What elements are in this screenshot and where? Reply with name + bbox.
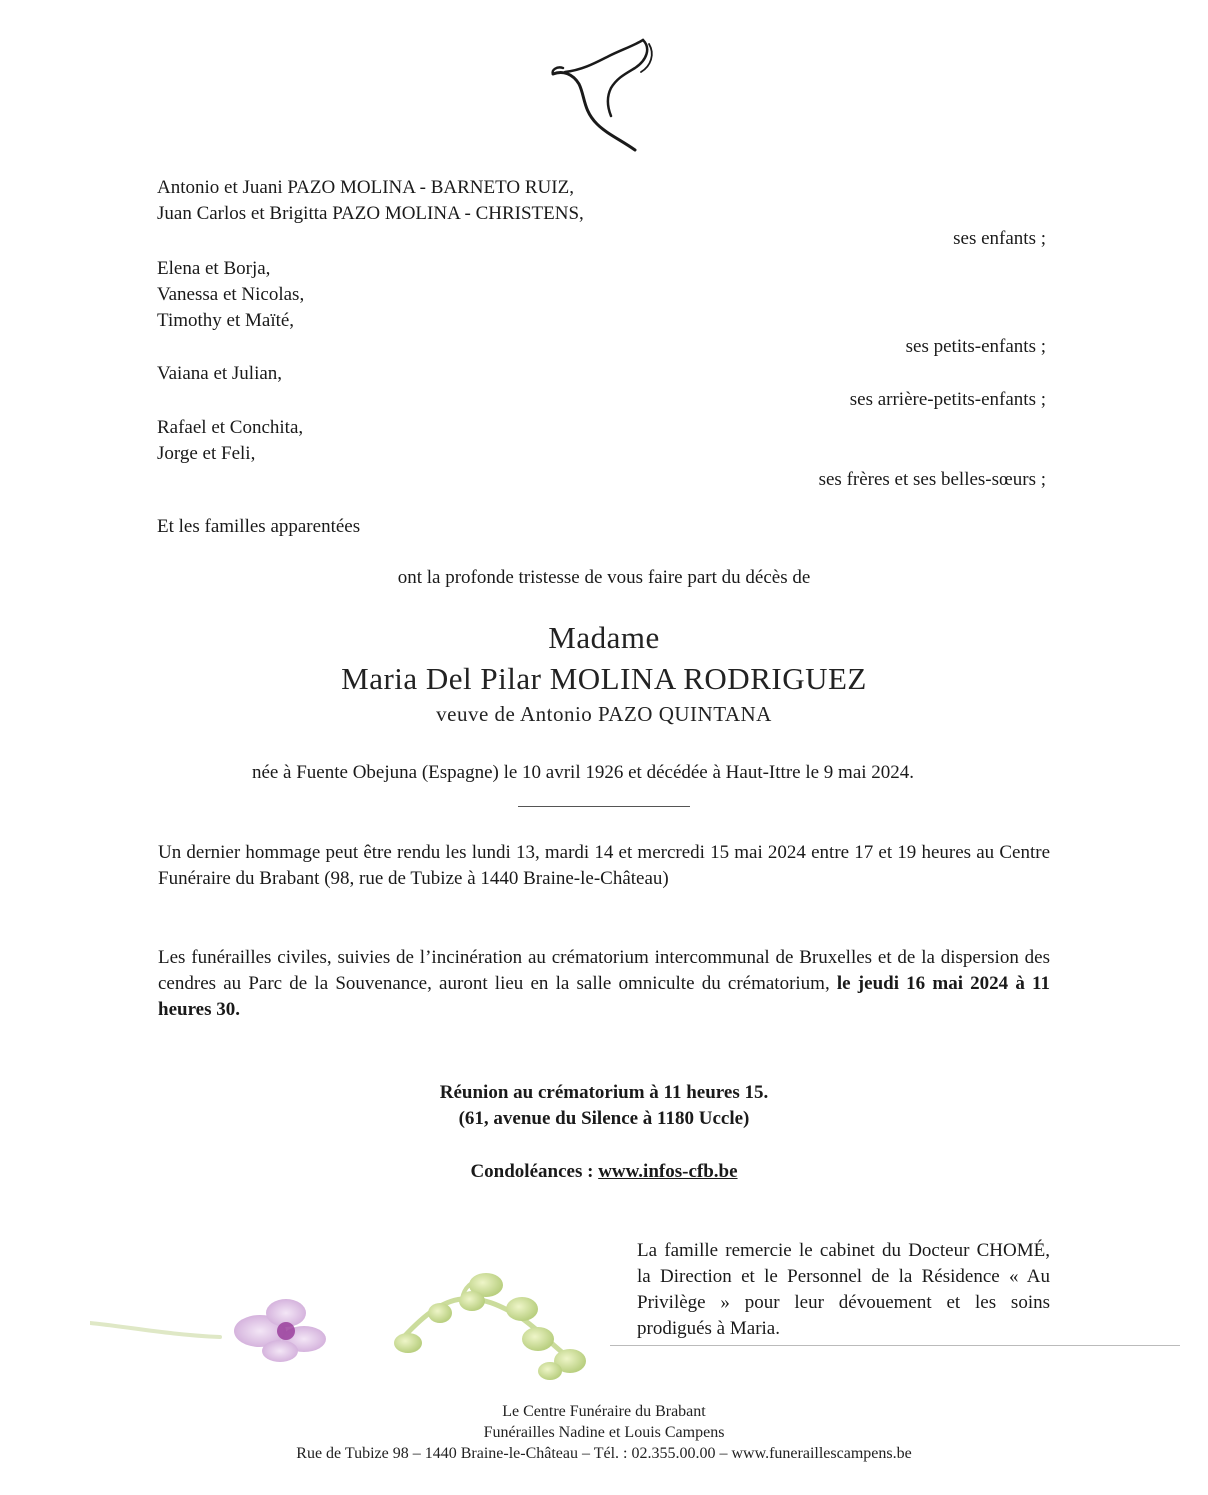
birth-death-dates: née à Fuente Obejuna (Espagne) le 10 avril 1926 et décédée à Haut-Ittre le 9 mai 2024. [251, 762, 915, 783]
separator-line [518, 806, 690, 807]
thanks-divider [610, 1345, 1180, 1346]
meeting-line-1: Réunion au crématorium à 11 heures 15. [439, 1082, 769, 1103]
great-grandchildren-line-1: Vaiana et Julian, [157, 363, 283, 384]
orchid-branch-icon [90, 1265, 600, 1395]
children-line-1: Antonio et Juani PAZO MOLINA - BARNETO RUIZ, [157, 177, 574, 198]
grandchildren-line-2: Vanessa et Nicolas, [157, 284, 305, 305]
siblings-line-1: Rafael et Conchita, [157, 417, 304, 438]
related-families: Et les familles apparentées [157, 516, 361, 537]
condolences-link[interactable]: www.infos-cfb.be [598, 1161, 738, 1182]
deceased-name: Maria Del Pilar MOLINA RODRIGUEZ [341, 661, 867, 696]
dove-icon [545, 36, 660, 154]
condolences-label: Condoléances : [470, 1161, 599, 1182]
condolences [0, 1159, 1208, 1185]
grandchildren-line-3: Timothy et Maïté, [157, 310, 295, 331]
footer-line-1: Le Centre Funéraire du Brabant [502, 1403, 706, 1420]
deceased-title: Madame [548, 620, 660, 655]
children-line-2: Juan Carlos et Brigitta PAZO MOLINA - CHRISTENS, [157, 203, 584, 224]
tribute-paragraph: Un dernier hommage peut être rendu les lundi 13, mardi 14 et mercredi 15 mai 2024 entre 17 et 19 heures au Centre Funéraire du Brabant (98, rue de Tubize à 1440 Braine-le-Château) [158, 842, 1050, 889]
meeting-line-2: (61, avenue du Silence à 1180 Uccle) [458, 1108, 750, 1129]
footer-line-2: Funérailles Nadine et Louis Campens [483, 1424, 725, 1441]
widow-of: veuve de Antonio PAZO QUINTANA [436, 702, 772, 726]
funeral-text: Les funérailles civiles, suivies de l’incinération au crématorium intercommunal de Bruxelles et de la dispersion des cendres au Parc de la Souvenance, auront lieu en la salle omniculte du crématorium, [158, 947, 1050, 994]
footer-line-3: Rue de Tubize 98 – 1440 Braine-le-Château – Tél. : 02.355.00.00 – www.funeraillescampens.be [296, 1445, 912, 1462]
siblings-role: ses frères et ses belles-sœurs ; [818, 469, 1046, 490]
grandchildren-role: ses petits-enfants ; [905, 336, 1046, 357]
thanks-paragraph: La famille remercie le cabinet du Docteur CHOMÉ, la Direction et le Personnel de la Résidence « Au Privilège » pour leur dévouement et les soins prodigués à Maria. [637, 1240, 1050, 1339]
great-grandchildren-role: ses arrière-petits-enfants ; [849, 389, 1046, 410]
announcement: ont la profonde tristesse de vous faire part du décès de [397, 567, 811, 588]
funeral-date: le jeudi 16 mai 2024 à 11 heures 30. [158, 973, 1051, 1020]
funeral-paragraph [158, 945, 1050, 1023]
children-role: ses enfants ; [953, 228, 1046, 249]
siblings-line-2: Jorge et Feli, [157, 443, 256, 464]
grandchildren-line-1: Elena et Borja, [157, 258, 271, 279]
